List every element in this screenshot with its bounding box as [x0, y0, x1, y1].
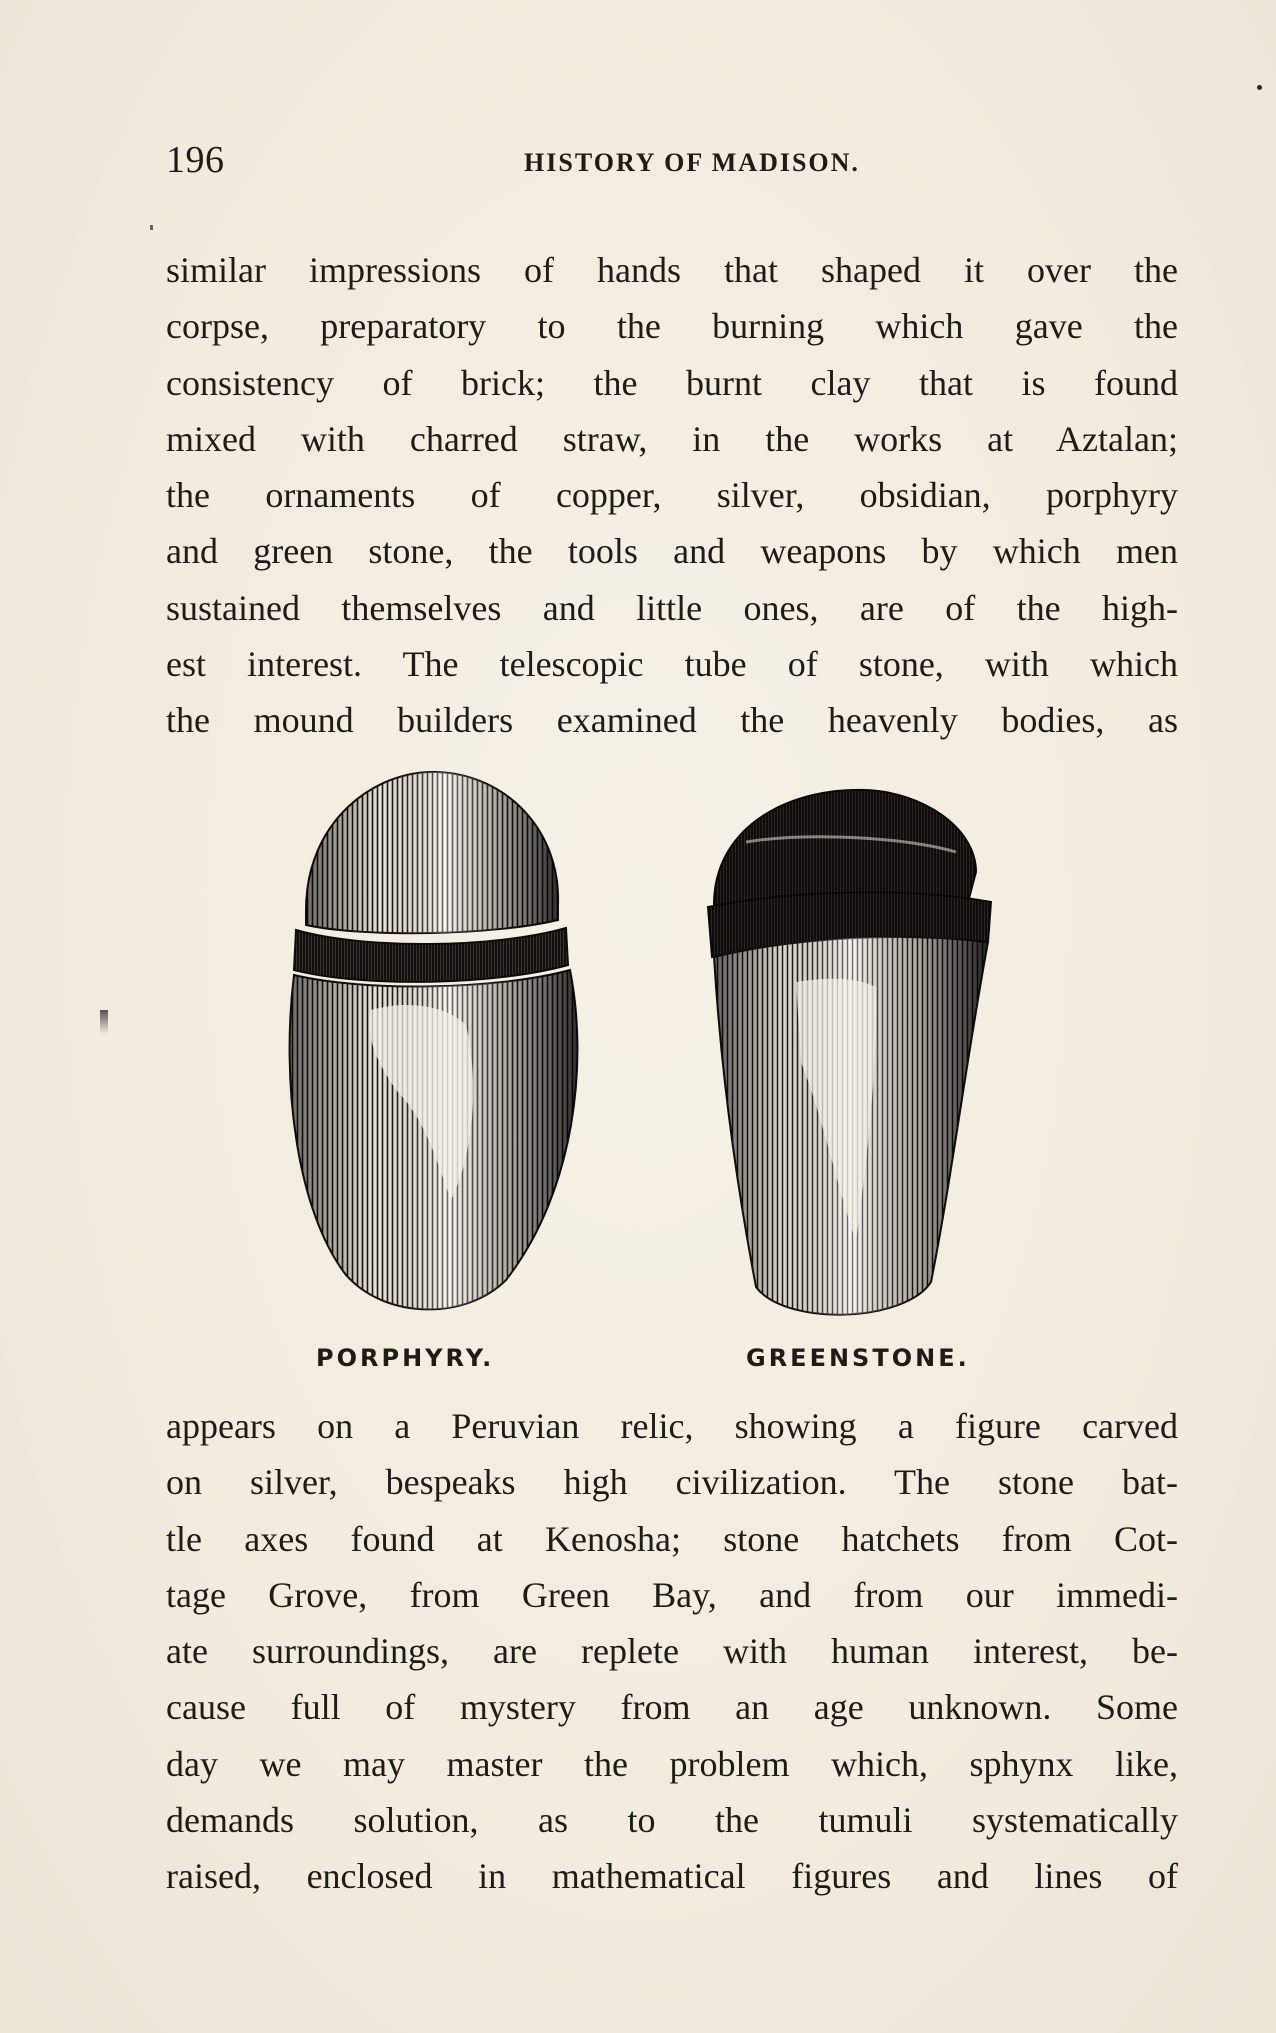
text-line: appears on a Peruvian relic, showing a figure carved: [166, 1406, 1178, 1446]
text-line: corpse, preparatory to the burning which gave the: [166, 306, 1178, 347]
ink-speck: [1257, 85, 1262, 90]
text-line: consistency of brick; the burnt clay that is found: [166, 362, 1178, 403]
text-line: the mound builders examined the heavenly bodies, as: [166, 700, 1178, 741]
greenstone-artifact-icon: [706, 782, 1006, 1327]
paragraph-top: [166, 242, 1178, 749]
porphyry-artifact-icon: [276, 760, 586, 1320]
paragraph-bottom: [166, 1398, 1178, 1905]
text-line: raised, enclosed in mathematical figures and lines of: [166, 1856, 1178, 1897]
text-line: similar impressions of hands that shaped it over the: [166, 250, 1178, 290]
text-line: sustained themselves and little ones, are of the high-: [166, 587, 1178, 628]
ink-speck: [150, 225, 153, 230]
greenstone-caption: GREENSTONE.: [746, 1344, 970, 1372]
running-title: HISTORY OF MADISON.: [524, 148, 860, 177]
porphyry-caption: PORPHYRY.: [316, 1344, 495, 1372]
text-line: the ornaments of copper, silver, obsidian, porphyry: [166, 475, 1178, 516]
text-line: mixed with charred straw, in the works at Aztalan;: [166, 418, 1178, 459]
text-line: tage Grove, from Green Bay, and from our immedi-: [166, 1574, 1178, 1615]
text-line: demands solution, as to the tumuli systematically: [166, 1800, 1178, 1841]
text-line: on silver, bespeaks high civilization. The stone bat-: [166, 1462, 1178, 1503]
text-line: ate surroundings, are replete with human interest, be-: [166, 1631, 1178, 1672]
text-line: day we may master the problem which, sphynx like,: [166, 1743, 1178, 1784]
artifact-figure: [166, 752, 1178, 1402]
text-line: cause full of mystery from an age unknown. Some: [166, 1687, 1178, 1728]
ink-speck: [100, 1010, 108, 1034]
text-line: est interest. The telescopic tube of stone, with which: [166, 644, 1178, 685]
text-line: and green stone, the tools and weapons by which men: [166, 531, 1178, 572]
page-header: [166, 138, 1178, 188]
page-number: 196: [166, 139, 225, 181]
text-line: tle axes found at Kenosha; stone hatchets from Cot-: [166, 1518, 1178, 1559]
